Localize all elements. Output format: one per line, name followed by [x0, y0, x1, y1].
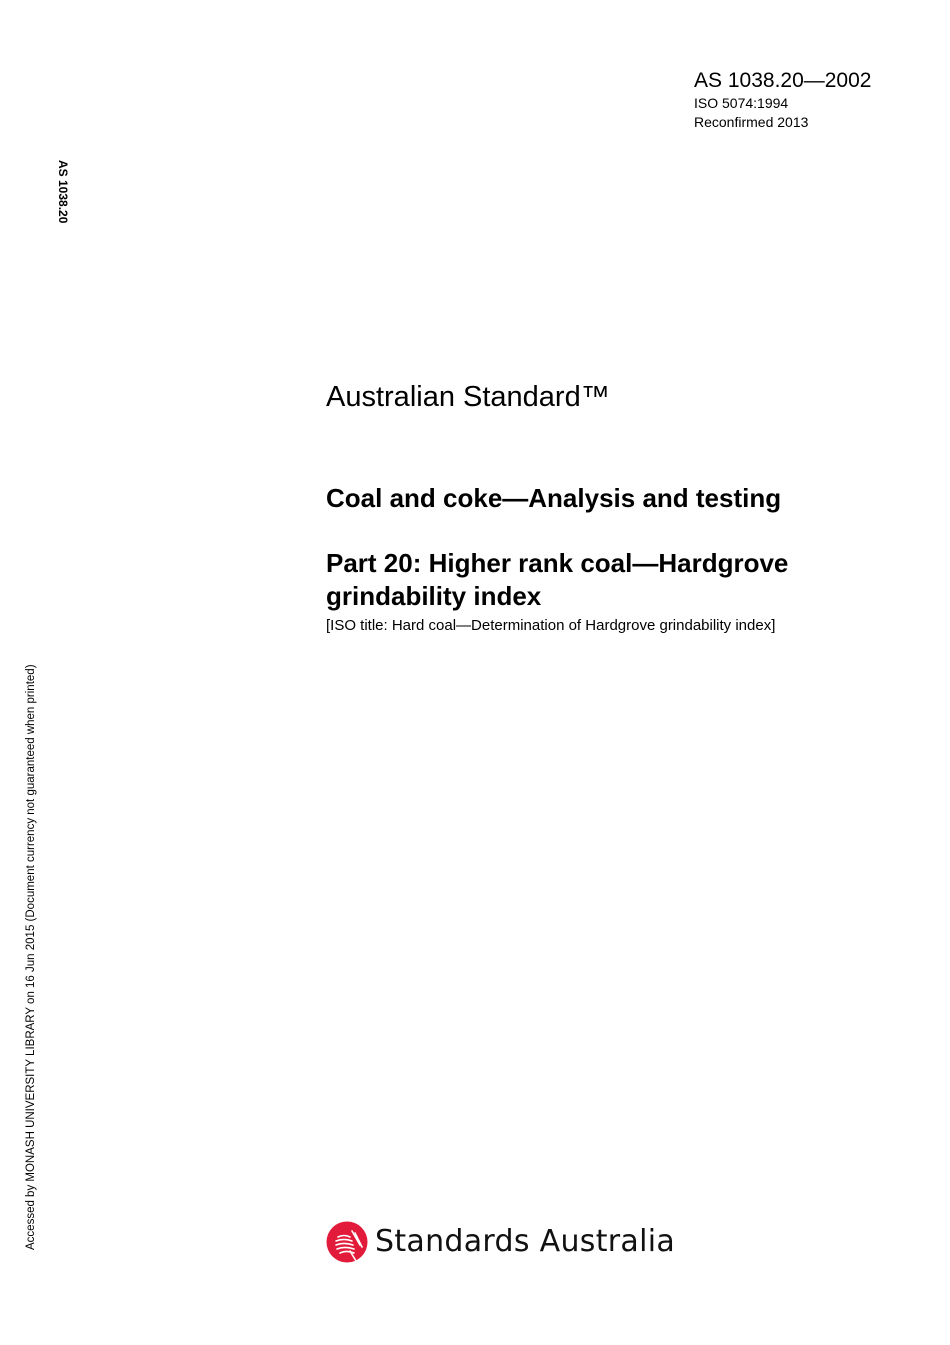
reconfirmed-note: Reconfirmed 2013 — [694, 114, 809, 130]
iso-title: [ISO title: Hard coal—Determination of Hardgrove grindability index] — [326, 617, 776, 634]
publisher-logo — [326, 1220, 675, 1264]
publisher-name: Standards Australia — [375, 1224, 676, 1259]
access-note: Accessed by MONASH UNIVERSITY LIBRARY on 16 Jun 2015 (Document currency not guaranteed when printed) — [25, 664, 37, 1250]
document-part-title: Part 20: Higher rank coal—Hardgrove grindability index — [326, 548, 789, 611]
document-series-title: Coal and coke—Analysis and testing — [326, 483, 782, 513]
spine-label: AS 1038.20 — [56, 160, 70, 224]
iso-number: ISO 5074:1994 — [694, 95, 789, 111]
standards-australia-emblem-icon — [326, 1221, 368, 1263]
standard-number: AS 1038.20—2002 — [694, 69, 872, 92]
document-type: Australian Standard™ — [326, 381, 610, 413]
